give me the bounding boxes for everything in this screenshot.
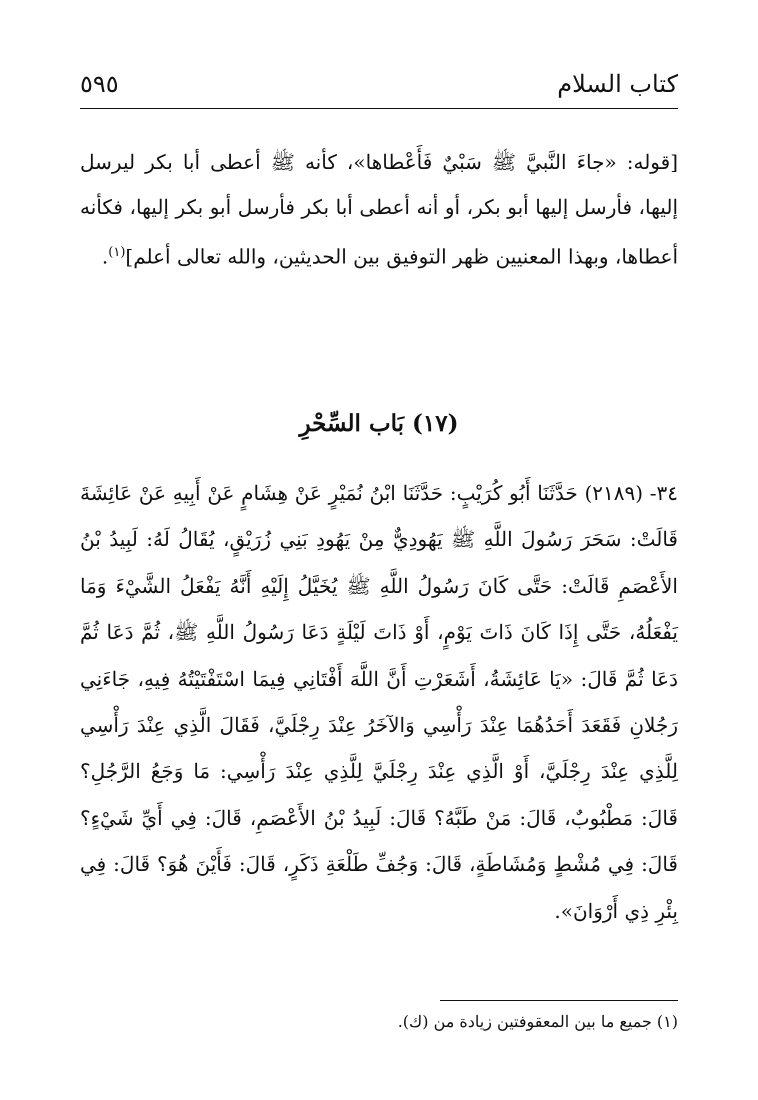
footnote-divider — [440, 1000, 678, 1001]
commentary-text: [قوله: «جاءَ النَّبيَّ ﷺ سَبْيٌ فَأَعْطاها»، كأنه ﷺ أعطى أبا بكر ليرسل إليها، فأرسل إليها أبو بكر، أو أنه أعطى أبا بكر فأرسل أبو بكر إليها، فكأنه أعطاها، وبهذا المعنيين ظهر التوفيق بين الحديثين، والله تعالى أعلم] — [80, 150, 678, 269]
book-title: كتاب السلام — [557, 70, 678, 98]
chapter-heading: (١٧) بَاب السِّحْرِ — [299, 410, 459, 437]
footnote: (١) جميع ما بين المعقوفتين زيادة من (ك). — [397, 1012, 678, 1031]
page-header — [80, 68, 678, 109]
page-number: ٥٩٥ — [80, 70, 119, 98]
footnote-reference: (١) — [108, 245, 126, 260]
commentary-paragraph — [80, 140, 678, 280]
hadith-paragraph: ٣٤- (٢١٨٩) حَدَّثَنَا أَبُو كُرَيْبٍ: حَدَّثَنَا ابْنُ نُمَيْرٍ عَنْ هِشَامٍ عَنْ أَبِيهِ عَنْ عَائِشَةَ قَالَتْ: سَحَرَ رَسُولَ اللَّهِ ﷺ يَهُودِيٌّ مِنْ يَهُودِ بَنِي زُرَيْقٍ، يُقَالُ لَهُ: لَبِيدُ بْنُ الأَعْصَمِ قَالَتْ: حَتَّى كَانَ رَسُولُ اللَّهِ ﷺ يُخَيَّلُ إِلَيْهِ أَنَّهُ يَفْعَلُ الشَّيْءَ وَمَا يَفْعَلُهُ، حَتَّى إِذَا كَانَ ذَاتَ يَوْمٍ، أَوْ ذَاتَ لَيْلَةٍ دَعَا رَسُولُ اللَّهِ ﷺ، ثُمَّ دَعَا ثُمَّ دَعَا ثُمَّ قَالَ: «يَا عَائِشَةُ، أَشَعَرْتِ أَنَّ اللَّهَ أَفْتَانِي فِيمَا اسْتَفْتَيْتُهُ فِيهِ، جَاءَنِي رَجُلانِ فَقَعَدَ أَحَدُهُمَا عِنْدَ رَأْسِي وَالآخَرُ عِنْدَ رِجْلَيَّ، فَقَالَ الَّذِي عِنْدَ رَأْسِي لِلَّذِي عِنْدَ رِجْلَيَّ، أَوْ الَّذِي عِنْدَ رِجْلَيَّ لِلَّذِي عِنْدَ رَأْسِي: مَا وَجَعُ الرَّجُلِ؟ قَالَ: مَطْبُوبٌ، قَالَ: مَنْ طَبَّهُ؟ قَالَ: لَبِيدُ بْنُ الأَعْصَمِ، قَالَ: فِي أَيِّ شَيْءٍ؟ قَالَ: فِي مُشْطٍ وَمُشَاطَةٍ، قَالَ: وَجُفِّ طَلْعَةِ ذَكَرٍ، قَالَ: فَأَيْنَ هُوَ؟ قَالَ: فِي بِئْرِ ذِي أَرْوَانَ». — [80, 481, 679, 923]
commentary-end: . — [101, 244, 109, 269]
